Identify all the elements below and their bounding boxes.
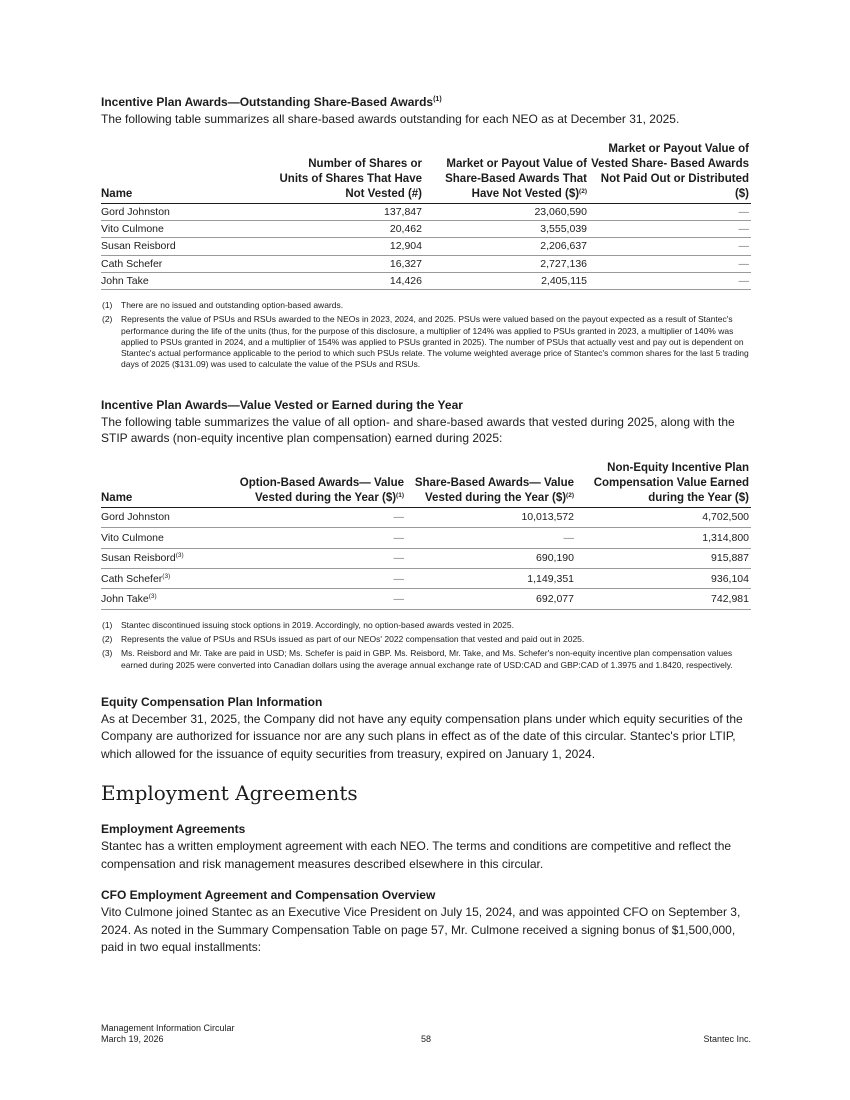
option-value: — bbox=[236, 589, 406, 609]
neo-name: Gord Johnston bbox=[101, 507, 236, 527]
share-value: 692,077 bbox=[406, 589, 576, 609]
footnote: (3) Ms. Reisbord and Mr. Take are paid in USD; Ms. Schefer is paid in GBP. Ms. Reisbord, Mr. Take, and Ms. Schefer's non-equity incentive plan compensation values earned during 2025 were converted into Canadian dollars using the average annual exchange rate of USD:CAD and GBP:CAD of 1.3975 and 1.8420, respectively. bbox=[102, 648, 733, 670]
non-equity-value: 742,981 bbox=[576, 589, 751, 609]
option-value: — bbox=[236, 568, 406, 588]
option-value: — bbox=[236, 528, 406, 548]
unvested-units: 12,904 bbox=[276, 238, 424, 255]
value-vested-footnotes bbox=[101, 620, 751, 671]
neo-name: John Take$^{(3)}$ bbox=[101, 589, 236, 609]
column-header-name: Name bbox=[101, 142, 276, 204]
neo-name: Susan Reisbord$^{(3)}$ bbox=[101, 548, 236, 568]
unvested-value: 3,555,039 bbox=[424, 221, 589, 238]
value-vested-intro: The following table summarizes the value of all option- and share-based awards that vested during 2025, along with the STIP awards (non-equity incentive plan compensation) earned during 2025: bbox=[101, 414, 735, 445]
non-equity-value: 936,104 bbox=[576, 568, 751, 588]
footer-date: March 19, 2026 bbox=[101, 1034, 164, 1044]
vested-value: — bbox=[589, 204, 751, 221]
outstanding-awards-section bbox=[101, 95, 751, 371]
value-vested-title: Incentive Plan Awards—Value Vested or Earned during the Year bbox=[101, 397, 463, 412]
footnote: (2) Represents the value of PSUs and RSUs issued as part of our NEOs' 2022 compensation that vested and paid out in 2025. bbox=[102, 633, 585, 644]
unvested-units: 14,426 bbox=[276, 272, 424, 289]
page-content bbox=[101, 95, 751, 957]
footer-doc-title: Management Information Circular bbox=[101, 1023, 235, 1033]
neo-name: Vito Culmone bbox=[101, 221, 276, 238]
unvested-units: 20,462 bbox=[276, 221, 424, 238]
footnote: (1) There are no issued and outstanding option-based awards. bbox=[102, 299, 344, 310]
footnote: (1) Stantec discontinued issuing stock options in 2019. Accordingly, no option-based awards vested in 2025. bbox=[102, 619, 514, 630]
table-row bbox=[101, 548, 751, 568]
page-footer bbox=[101, 1023, 751, 1045]
neo-name: Gord Johnston bbox=[101, 204, 276, 221]
value-vested-table bbox=[101, 461, 751, 610]
share-value: 1,149,351 bbox=[406, 568, 576, 588]
column-header-non-equity: Non-Equity Incentive Plan Compensation Value Earned during the Year ($) bbox=[576, 461, 751, 508]
table-header-row bbox=[101, 142, 751, 204]
table-row bbox=[101, 221, 751, 238]
outstanding-awards-table bbox=[101, 142, 751, 290]
column-header-share-based: Share-Based Awards— Value Vested during the Year ($)$^{(2)}$ bbox=[406, 461, 576, 508]
unvested-value: 2,206,637 bbox=[424, 238, 589, 255]
table-row bbox=[101, 568, 751, 588]
vested-value: — bbox=[589, 255, 751, 272]
table-row bbox=[101, 528, 751, 548]
neo-name: John Take bbox=[101, 272, 276, 289]
vested-value: — bbox=[589, 238, 751, 255]
vested-value: — bbox=[589, 272, 751, 289]
neo-name: Vito Culmone bbox=[101, 528, 236, 548]
non-equity-value: 1,314,800 bbox=[576, 528, 751, 548]
unvested-value: 2,405,115 bbox=[424, 272, 589, 289]
option-value: — bbox=[236, 548, 406, 568]
equity-plan-title: Equity Compensation Plan Information bbox=[101, 694, 323, 709]
column-header-name: Name bbox=[101, 461, 236, 508]
equity-plan-body: As at December 31, 2025, the Company did not have any equity compensation plans under which equity securities of the Company are authorized for issuance nor are any such plans in effect as of the date of this circular. Stantec's prior LTIP, which allowed for the issuance of equity securities from treasury, expired on January 1, 2024. bbox=[101, 711, 743, 761]
cfo-agreement-body: Vito Culmone joined Stantec as an Executive Vice President on July 15, 2024, and was appointed CFO on September 3, 2024. As noted in the Summary Compensation Table on page 57, Mr. Culmone received a signing bonus of $1,500,000, paid in two equal installments: bbox=[101, 905, 741, 955]
share-value: 690,190 bbox=[406, 548, 576, 568]
column-header-option-based: Option-Based Awards— Value Vested during the Year ($)$^{(1)}$ bbox=[236, 461, 406, 508]
non-equity-value: 4,702,500 bbox=[576, 507, 751, 527]
page-number: 58 bbox=[420, 1034, 431, 1044]
table-row bbox=[101, 589, 751, 609]
column-header-vested-value: Market or Payout Value of Vested Share- Based Awards Not Paid Out or Distributed ($) bbox=[589, 142, 751, 204]
table-header-row bbox=[101, 461, 751, 508]
cfo-agreement-title: CFO Employment Agreement and Compensation Overview bbox=[101, 888, 436, 903]
table-row bbox=[101, 238, 751, 255]
share-value: 10,013,572 bbox=[406, 507, 576, 527]
share-value: — bbox=[406, 528, 576, 548]
footer-company: Stantec Inc. bbox=[703, 1034, 751, 1044]
value-vested-section bbox=[101, 398, 751, 671]
table-row bbox=[101, 204, 751, 221]
employment-agreements-body: Stantec has a written employment agreement with each NEO. The terms and conditions are competitive and reflect the compensation and risk management measures described elsewhere in this circular. bbox=[101, 839, 732, 871]
non-equity-value: 915,887 bbox=[576, 548, 751, 568]
table-row bbox=[101, 272, 751, 289]
unvested-units: 16,327 bbox=[276, 255, 424, 272]
neo-name: Cath Schefer bbox=[101, 255, 276, 272]
employment-agreements-subtitle: Employment Agreements bbox=[101, 822, 246, 837]
footnote: (2) Represents the value of PSUs and RSUs awarded to the NEOs in 2023, 2024, and 2025. PSUs were valued based on the payout expected as a result of Stantec's performance during the life of the units (thus, for the purpose of this disclosure, a multiplier of 124% was applied to PSUs granted in 2023, a multiplier of 140% was applied to PSUs granted in 2024, and a multiplier of 154% was applied to PSUs granted in 2025). The number of PSUs that actually vest and pay out is dependent on Stantec's actual performance applicable to the period to which such PSUs relate. The volume weighted average price of Stantec's common shares for the last 5 trading days of 2025 ($131.09) was used to calculate the value of the PSUs and RSUs. bbox=[102, 314, 749, 370]
option-value: — bbox=[236, 507, 406, 527]
outstanding-awards-intro: The following table summarizes all share-based awards outstanding for each NEO as at December 31, 2025. bbox=[101, 112, 680, 126]
footnote-ref: (1) bbox=[433, 96, 442, 103]
table-row bbox=[101, 507, 751, 527]
equity-plan-section bbox=[101, 695, 751, 764]
neo-name: Cath Schefer$^{(3)}$ bbox=[101, 568, 236, 588]
table-row bbox=[101, 255, 751, 272]
column-header-unvested-value: Market or Payout Value of Share-Based Awards That Have Not Vested ($)$^{(2)}$ bbox=[424, 142, 589, 204]
outstanding-awards-footnotes bbox=[101, 300, 751, 371]
employment-agreements-heading: Employment Agreements bbox=[101, 781, 358, 806]
neo-name: Susan Reisbord bbox=[101, 238, 276, 255]
unvested-units: 137,847 bbox=[276, 204, 424, 221]
outstanding-awards-title: Incentive Plan Awards—Outstanding Share-Based Awards$^{(1)}$ bbox=[101, 95, 442, 109]
vested-value: — bbox=[589, 221, 751, 238]
unvested-value: 2,727,136 bbox=[424, 255, 589, 272]
unvested-value: 23,060,590 bbox=[424, 204, 589, 221]
column-header-unvested-units: Number of Shares or Units of Shares That Have Not Vested (#) bbox=[276, 142, 424, 204]
employment-agreements-section bbox=[101, 781, 751, 957]
